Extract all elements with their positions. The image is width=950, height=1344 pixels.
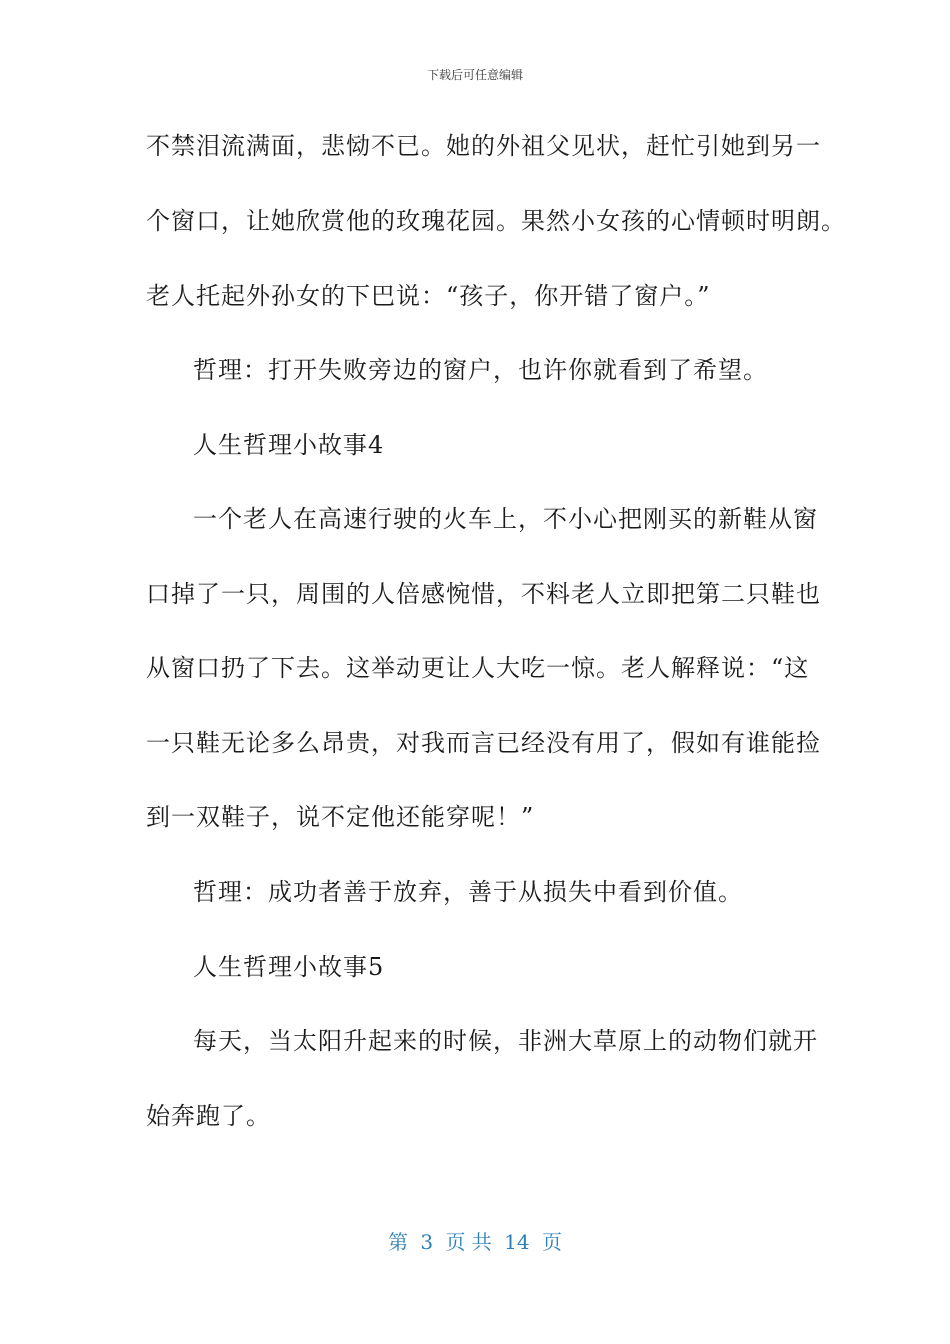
body-line: 老人托起外孙女的下巴说：“孩子，你开错了窗户。” [146,282,711,310]
footer-middle: 页 共 [445,1230,492,1254]
body-line: 不禁泪流满面，悲恸不已。她的外祖父见状，赶忙引她到另一 [146,132,821,160]
body-line: 始奔跑了。 [146,1102,271,1130]
page-header: 下载后可任意编辑 [426,68,523,82]
section-heading: 人生哲理小故事4 [193,431,385,459]
body-line: 一只鞋无论多么昂贵，对我而言已经没有用了，假如有谁能捡 [146,729,821,757]
footer-suffix: 页 [541,1230,562,1254]
body-line: 口掉了一只，周围的人倍感惋惜，不料老人立即把第二只鞋也 [146,580,821,608]
body-line: 到一双鞋子，说不定他还能穿呢！” [146,803,535,831]
body-line: 一个老人在高速行驶的火车上，不小心把刚买的新鞋从窗 [193,505,818,533]
footer-page-number: 3 [420,1230,434,1254]
body-line: 哲理：打开失败旁边的窗户，也许你就看到了希望。 [193,356,768,384]
body-line: 每天，当太阳升起来的时候，非洲大草原上的动物们就开 [193,1027,818,1055]
footer-prefix: 第 [388,1230,408,1254]
section-heading: 人生哲理小故事5 [193,953,385,981]
page-footer [0,1226,950,1255]
body-line: 从窗口扔了下去。这举动更让人大吃一惊。老人解释说：“这 [146,654,810,682]
body-line: 哲理：成功者善于放弃，善于从损失中看到价值。 [193,878,743,906]
footer-total-pages: 14 [504,1230,530,1254]
body-line: 个窗口，让她欣赏他的玫瑰花园。果然小女孩的心情顿时明朗。 [146,207,846,235]
